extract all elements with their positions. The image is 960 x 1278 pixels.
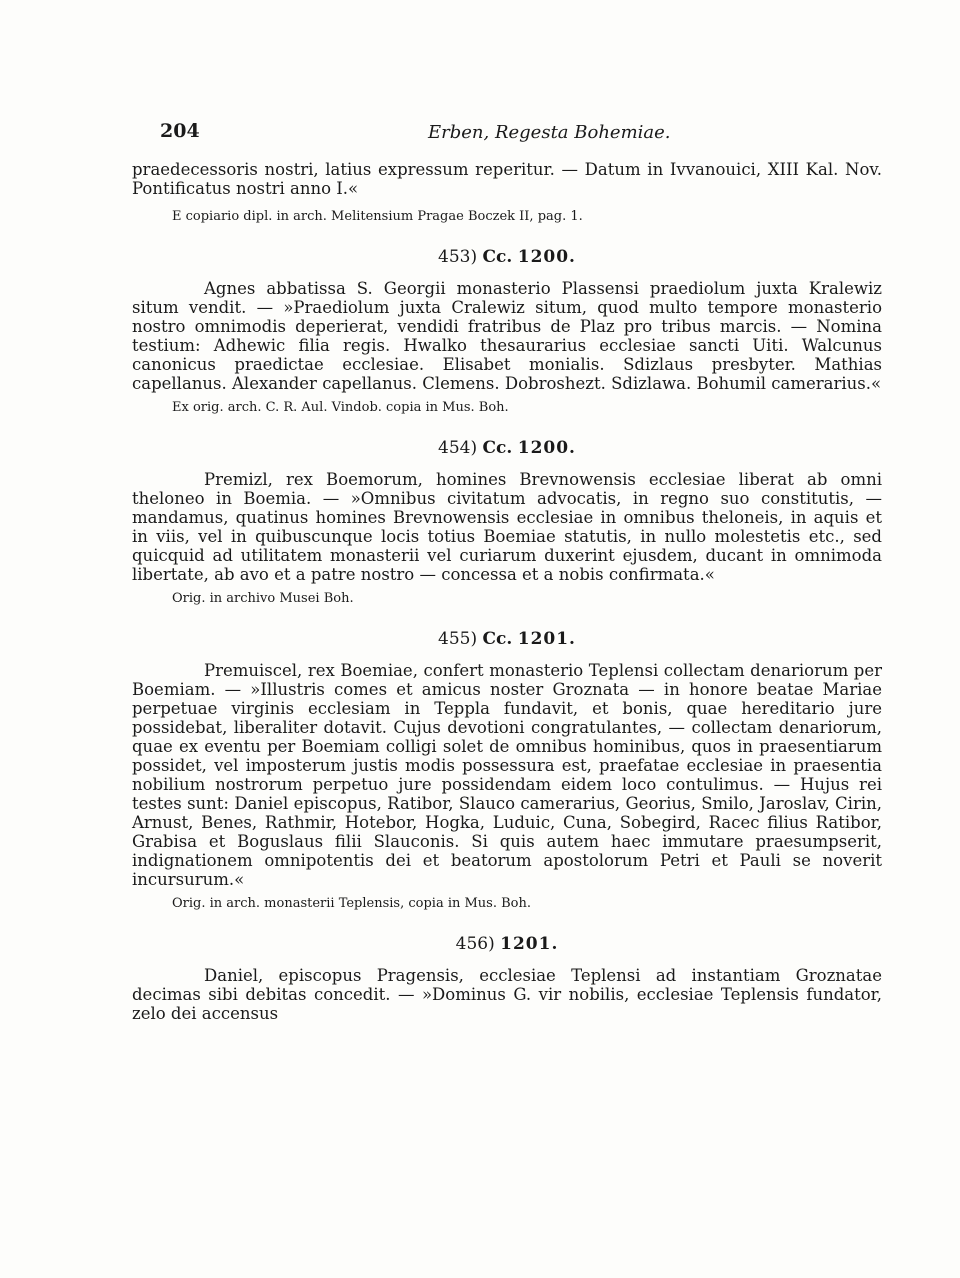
entry-number: 455) (438, 629, 478, 649)
entry-number: 454) (438, 438, 478, 458)
entry-number: 453) (438, 247, 478, 267)
entry-text: Daniel, episcopus Pragensis, ecclesiae Teplensi ad instantiam Groznatae decimas sibi debitas concedit. — »Dominus G. vir nobilis, ecclesiae Teplensis fundator, zelo dei accensus (132, 966, 882, 1023)
entry-text: Premuiscel, rex Boemiae, confert monasterio Teplensi collectam denariorum per Boemiam. — »Illustris comes et amicus noster Groznata — in honore beatae Mariae perpetuae virginis ecclesiam in Teppla fundavit, et bonis, quae hereditario jure possidebat, liberaliter dotavit. Cujus devotioni congratulantes, — collectam denariorum, quae ex eventu per Boemiam colligi solet de omnibus hominibus, quos in praesentiarum possidet, vel imposterum justis modis possessura est, praefatae ecclesiae in praesentia nobilium nostrorum perpetuo jure possidendam eidem loco contulimus. — Hujus rei testes sunt: Daniel episcopus, Ratibor, Slauco camerarius, Georius, Smilo, Jaroslav, Cirin, Arnust, Benes, Rathmir, Hotebor, Hogka, Luduic, Cuna, Sobegird, Racec filius Ratibor, Grabisa et Boguslaus filii Slauconis. Si quis autem haec immutare praesumpserit, indignationem omnipotentis dei et beatorum apostolorum Petri et Pauli se noverit incursurum.« (132, 661, 882, 889)
entry-heading (132, 629, 882, 649)
entry-text: Agnes abbatissa S. Georgii monasterio Plassensi praediolum juxta Kralewiz situm vendit. — »Praediolum juxta Cralewiz situm, quod multo tempore monasterio nostro omnimodis deperierat, vendidi fratribus de Plaz pro tribus marcis. — Nomina testium: Adhewic filia regis. Hwalko thesaurarius ecclesiae sancti Uiti. Walcunus canonicus praedictae ecclesiae. Elisabet monialis. Sdizlaus presbyter. Mathias capellanus. Alexander capellanus. Clemens. Dobroshezt. Sdizlawa. Bohumil camerarius.« (132, 279, 882, 393)
entry-heading (132, 934, 882, 954)
entry-year: 1201. (517, 629, 576, 649)
entry-year: 1200. (517, 438, 576, 458)
source-note: E copiario dipl. in arch. Melitensium Pragae Boczek II, pag. 1. (172, 209, 583, 224)
entry-year: 1200. (517, 247, 576, 267)
source-note: Ex orig. arch. C. R. Aul. Vindob. copia in Mus. Boh. (172, 400, 509, 415)
source-note: Orig. in archivo Musei Boh. (172, 591, 354, 606)
entry-circa: Cc. (482, 438, 513, 458)
page-header (160, 120, 868, 146)
page-number: 204 (160, 120, 200, 142)
body-text (132, 160, 882, 1023)
source-note: Orig. in arch. monasterii Teplensis, copia in Mus. Boh. (172, 896, 531, 911)
entry-year: 1201. (500, 934, 559, 954)
running-title: Erben, Regesta Bohemiae. (428, 122, 671, 143)
entry-number: 456) (455, 934, 495, 954)
intro-paragraph: praedecessoris nostri, latius expressum reperitur. — Datum in Ivvanouici, XIII Kal. Nov. Pontificatus nostri anno I.« (132, 160, 882, 198)
entry-circa: Cc. (482, 629, 513, 649)
entry-heading (132, 438, 882, 458)
entry-circa: Cc. (482, 247, 513, 267)
entry-heading (132, 247, 882, 267)
entry-text: Premizl, rex Boemorum, homines Brevnowensis ecclesiae liberat ab omni theloneo in Boemia. — »Omnibus civitatum advocatis, in regno suo constitutis, — mandamus, quatinus homines Brevnowensis ecclesiae in omnibus theloneis, in aquis et in viis, vel in quibuscunque locis totius Boemiae statutis, in nullo molestetis etc., sed quicquid ad utilitatem monasterii vel curiarum duxerint ejusdem, ducant in omnimoda libertate, ab avo et a patre nostro — concessa et a nobis confirmata.« (132, 470, 882, 584)
